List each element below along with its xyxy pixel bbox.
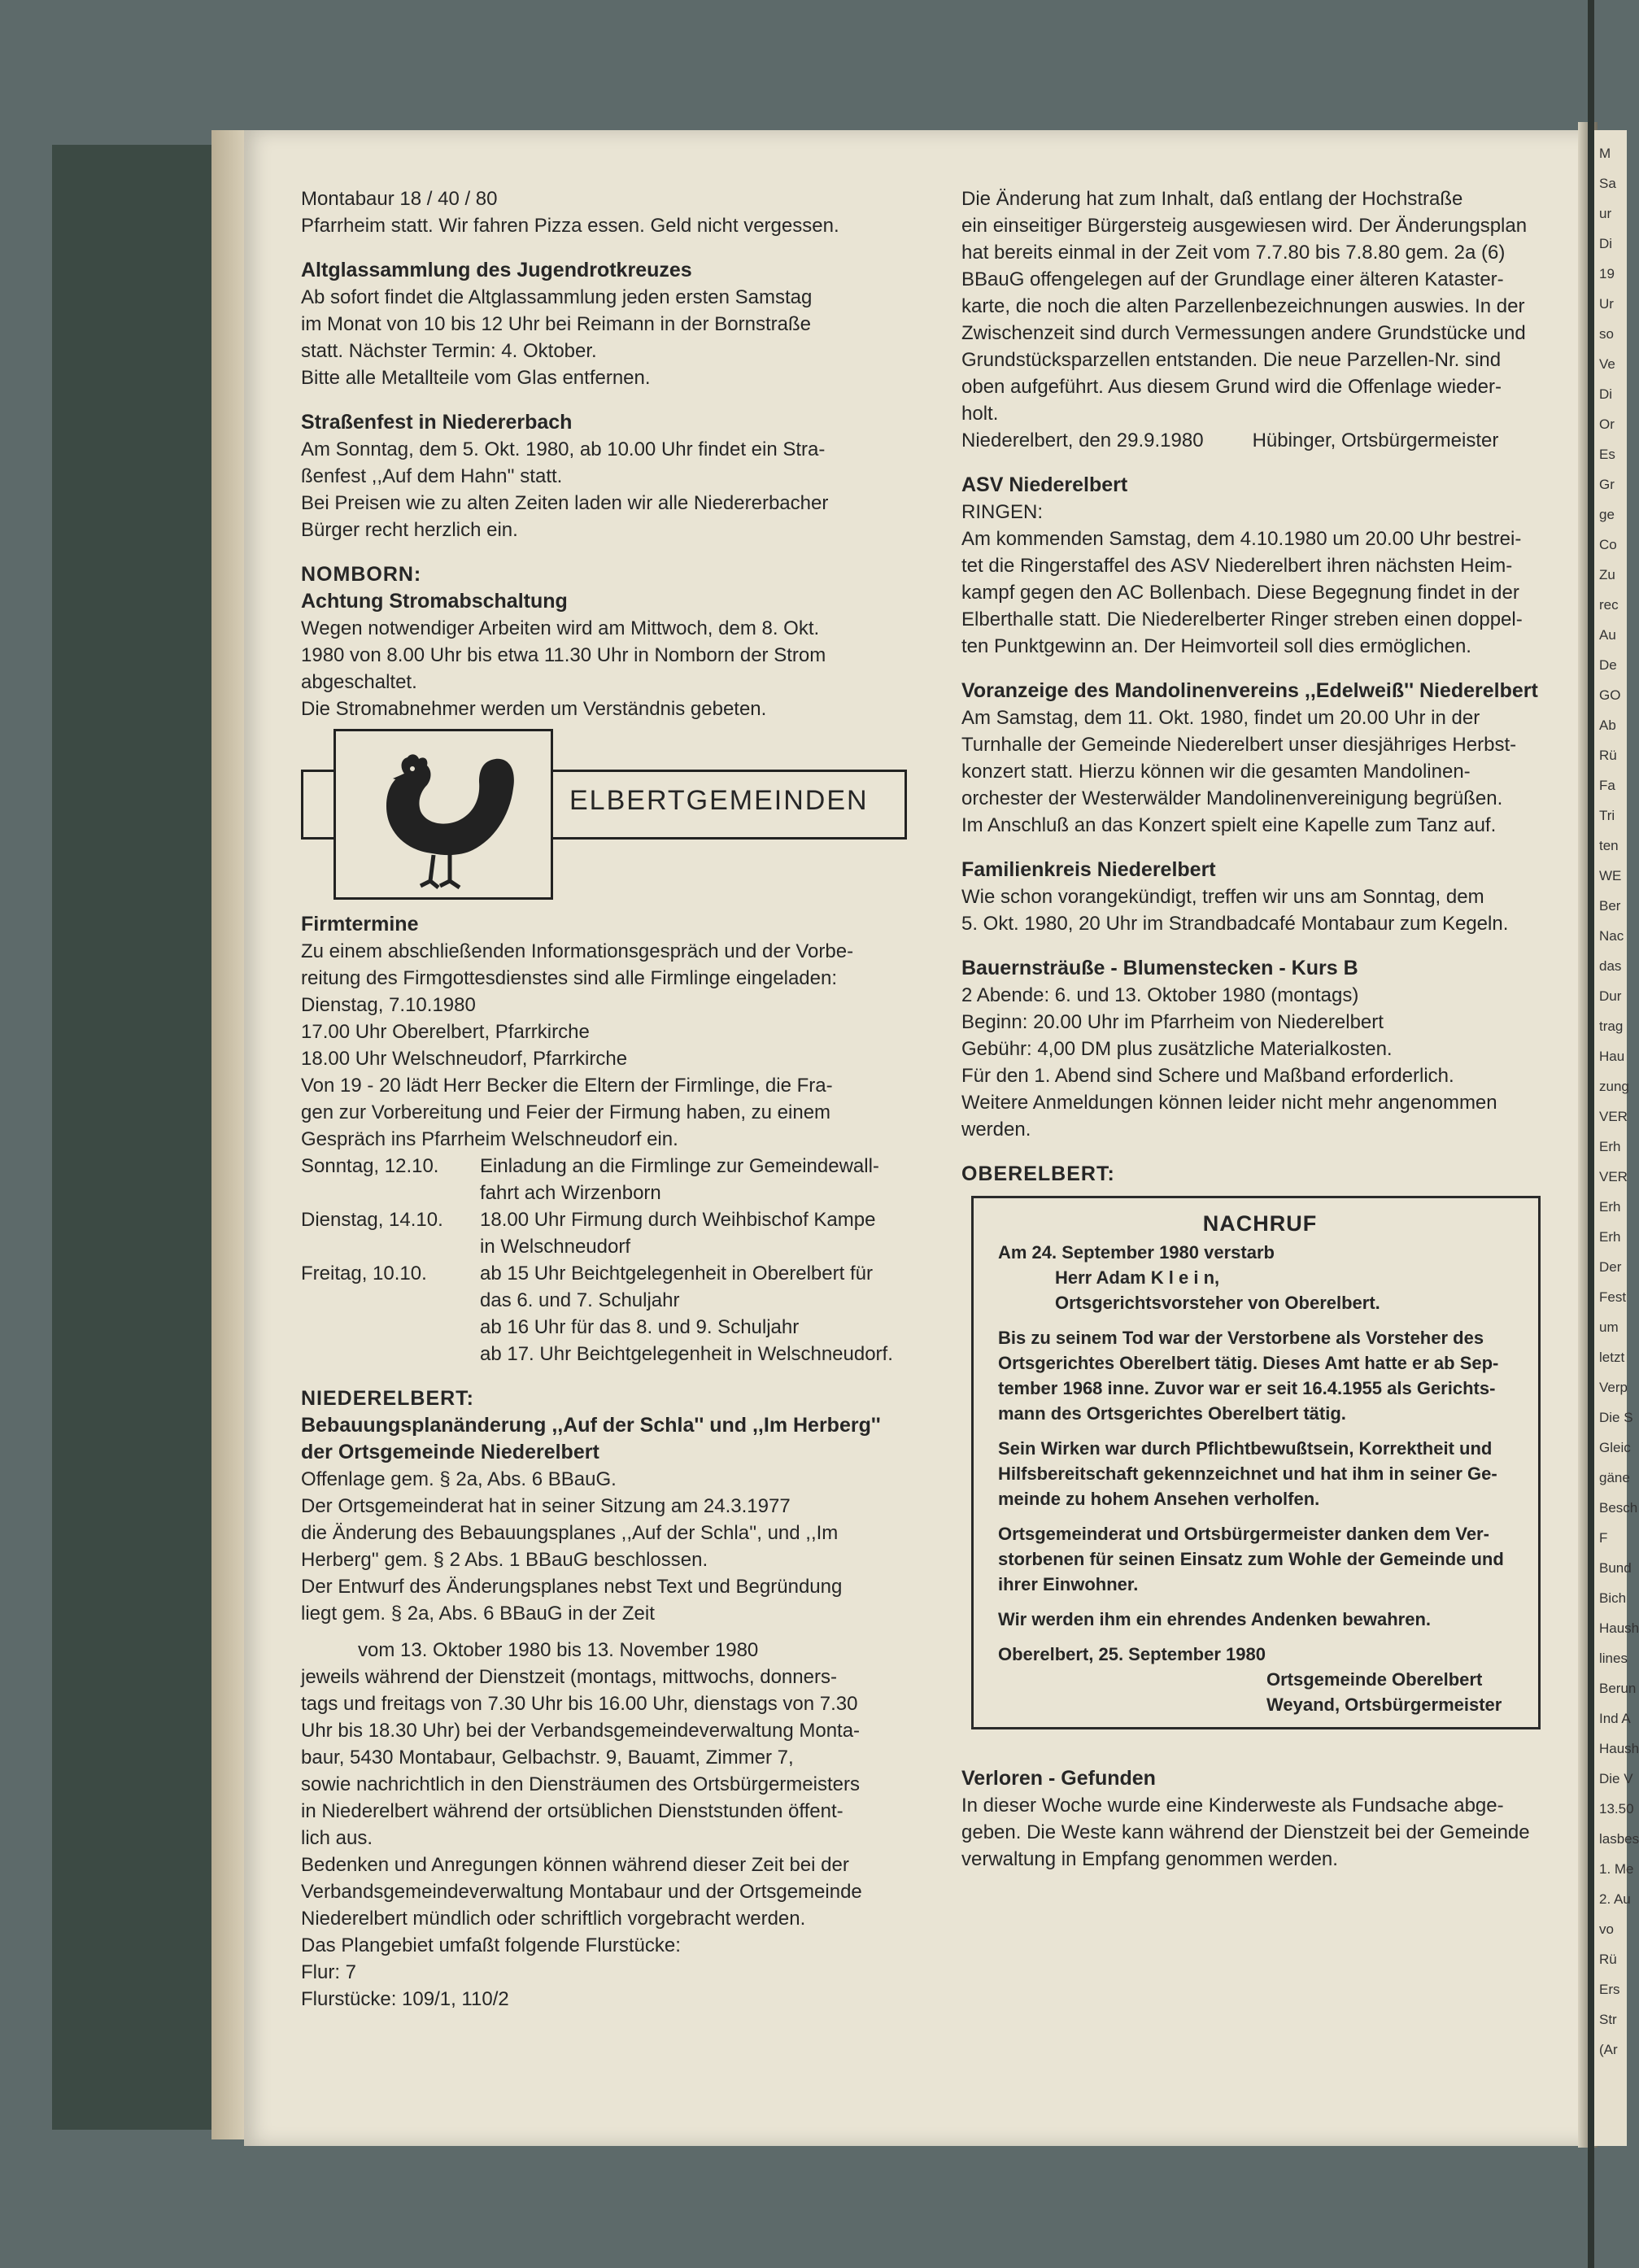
text-line: ßenfest ,,Auf dem Hahn'' statt. xyxy=(301,465,563,487)
text-line: Dienstag, 7.10.1980 xyxy=(301,994,476,1016)
adjacent-page-text: lasbes xyxy=(1599,1831,1639,1847)
section-body-strassenfest xyxy=(301,436,944,543)
text-line: in Niederelbert während der ortsüblichen Dienststunden öffent- xyxy=(301,1800,843,1822)
schedule-day xyxy=(301,1341,480,1367)
schedule-row xyxy=(301,1206,893,1233)
text-line: reitung des Firmgottesdienstes sind alle Firmlinge eingeladen: xyxy=(301,967,838,989)
elbertgemeinden-banner xyxy=(301,729,944,900)
adjacent-page-text: Haush xyxy=(1599,1620,1639,1636)
adjacent-page-text: rec xyxy=(1599,597,1619,613)
continuation-bebauung xyxy=(961,185,1580,427)
text-line: 5. Okt. 1980, 20 Uhr im Strandbadcafé Montabaur zum Kegeln. xyxy=(961,913,1509,935)
adjacent-page-text: F xyxy=(1599,1530,1608,1546)
obituary-paragraph-3 xyxy=(998,1521,1522,1597)
section-title-familienkreis: Familienkreis Niederelbert xyxy=(961,858,1216,881)
adjacent-page-text: Ind A xyxy=(1599,1711,1631,1726)
schedule-day xyxy=(301,1180,480,1206)
text-line: tags und freitags von 7.30 Uhr bis 16.00 Uhr, dienstags von 7.30 xyxy=(301,1693,858,1715)
adjacent-page-text: zung xyxy=(1599,1079,1629,1094)
text-line: Bitte alle Metallteile vom Glas entfernen. xyxy=(301,367,651,389)
section-body-bebauung-b xyxy=(301,1664,944,2013)
adjacent-page-text: Zu xyxy=(1599,567,1615,582)
text-line: Ab sofort findet die Altglassammlung jeden ersten Samstag xyxy=(301,286,813,308)
schedule-day: Dienstag, 14.10. xyxy=(301,1209,443,1231)
schedule-row xyxy=(301,1233,893,1260)
schedule-text: ab 17. Uhr Beichtgelegenheit in Welschneudorf. xyxy=(480,1343,893,1365)
obituary-signature-1: Ortsgemeinde Oberelbert xyxy=(1266,1669,1483,1690)
section-title-asv: ASV Niederelbert xyxy=(961,473,1128,496)
adjacent-page-text: Rü xyxy=(1599,1952,1617,1967)
text-line: Beginn: 20.00 Uhr im Pfarrheim von Niederelbert xyxy=(961,1011,1384,1033)
adjacent-page-text: De xyxy=(1599,657,1617,673)
text-line: Ortsgemeinderat und Ortsbürgermeister danken dem Ver- xyxy=(998,1524,1489,1544)
obituary-name: Herr Adam K l e i n, xyxy=(1055,1267,1220,1288)
text-line: Uhr bis 18.30 Uhr) bei der Verbandsgemeindeverwaltung Monta- xyxy=(301,1720,861,1742)
text-line: Am Samstag, dem 11. Okt. 1980, findet um 20.00 Uhr in der xyxy=(961,707,1480,729)
adjacent-page-text: Rü xyxy=(1599,748,1617,763)
text-line: sowie nachrichtlich in den Diensträumen des Ortsbürgermeisters xyxy=(301,1773,860,1795)
section-body-altglas xyxy=(301,284,944,391)
obituary-line-1: Am 24. September 1980 verstarb xyxy=(998,1242,1275,1263)
adjacent-page-text: Fa xyxy=(1599,778,1615,793)
place-heading-niederelbert: NIEDERELBERT: xyxy=(301,1387,475,1410)
text-line: Die Änderung hat zum Inhalt, daß entlang der Hochstraße xyxy=(961,188,1463,210)
text-line: Bis zu seinem Tod war der Verstorbene als Vorsteher des xyxy=(998,1328,1484,1348)
text-line: Bedenken und Anregungen können während dieser Zeit bei der xyxy=(301,1854,849,1876)
adjacent-page-text: Der xyxy=(1599,1259,1622,1275)
adjacent-page-text: VER xyxy=(1599,1109,1628,1124)
text-line: Die Stromabnehmer werden um Verständnis gebeten. xyxy=(301,698,767,720)
section-title-bebauung-1: Bebauungsplanänderung ,,Auf der Schla'' und ,,Im Herberg'' xyxy=(301,1414,881,1437)
text-line: 17.00 Uhr Oberelbert, Pfarrkirche xyxy=(301,1021,590,1043)
adjacent-page-text: Gleic xyxy=(1599,1440,1631,1455)
text-line: Gebühr: 4,00 DM plus zusätzliche Materialkosten. xyxy=(961,1038,1393,1060)
adjacent-page-text: ur xyxy=(1599,206,1612,221)
section-title-bebauung-2: der Ortsgemeinde Niederelbert xyxy=(301,1441,599,1463)
text-line: Wegen notwendiger Arbeiten wird am Mittwoch, dem 8. Okt. xyxy=(301,617,820,639)
text-line: Offenlage gem. § 2a, Abs. 6 BBauG. xyxy=(301,1468,617,1490)
text-line: Flur: 7 xyxy=(301,1961,357,1983)
adjacent-page-text: Die S xyxy=(1599,1410,1633,1425)
adjacent-page-text: Nac xyxy=(1599,928,1624,944)
schedule-text: Einladung an die Firmlinge zur Gemeindewall- xyxy=(480,1155,879,1177)
adjacent-page-text: Di xyxy=(1599,386,1613,402)
schedule-text: ab 15 Uhr Beichtgelegenheit in Oberelbert für xyxy=(480,1263,873,1284)
text-line: Turnhalle der Gemeinde Niederelbert unser diesjähriges Herbst- xyxy=(961,734,1517,756)
text-line: Wie schon vorangekündigt, treffen wir uns am Sonntag, dem xyxy=(961,886,1484,908)
section-title-mandolinen: Voranzeige des Mandolinenvereins ,,Edelweiß'' Niederelbert xyxy=(961,679,1538,702)
adjacent-page-text: Ve xyxy=(1599,356,1615,372)
section-title-strassenfest: Straßenfest in Niedererbach xyxy=(301,411,573,434)
text-line: BBauG offengelegen auf der Grundlage einer älteren Kataster- xyxy=(961,268,1504,290)
text-line: Bei Preisen wie zu alten Zeiten laden wir alle Niedererbacher xyxy=(301,492,829,514)
schedule-text: 18.00 Uhr Firmung durch Weihbischof Kampe xyxy=(480,1209,876,1231)
schedule-row xyxy=(301,1341,893,1367)
schedule-day xyxy=(301,1233,480,1260)
section-body-mandolinen xyxy=(961,704,1580,839)
asv-subheading: RINGEN: xyxy=(961,501,1044,523)
adjacent-page-text: 1. Me xyxy=(1599,1861,1634,1877)
text-line: geben. Die Weste kann während der Dienstzeit bei der Gemeinde xyxy=(961,1821,1530,1843)
section-body-strom xyxy=(301,615,944,722)
adjacent-page-text: ten xyxy=(1599,838,1619,853)
adjacent-page-text: 2. Au xyxy=(1599,1891,1631,1907)
adjacent-page-text: Str xyxy=(1599,2012,1617,2027)
signature-place: Niederelbert, den 29.9.1980 xyxy=(961,430,1204,451)
section-body-familienkreis xyxy=(961,883,1580,937)
text-line: Bürger recht herzlich ein. xyxy=(301,519,518,541)
schedule-day: Freitag, 10.10. xyxy=(301,1263,427,1284)
banner-label: ELBERTGEMEINDEN xyxy=(569,785,869,816)
text-line: Grundstücksparzellen entstanden. Die neue Parzellen-Nr. sind xyxy=(961,349,1502,371)
signature-name: Hübinger, Ortsbürgermeister xyxy=(1252,430,1499,451)
adjacent-page-text: Erh xyxy=(1599,1139,1621,1154)
text-line: Das Plangebiet umfaßt folgende Flurstücke: xyxy=(301,1934,681,1956)
adjacent-page-text: Ber xyxy=(1599,898,1621,914)
text-line: verwaltung in Empfang genommen werden. xyxy=(961,1848,1338,1870)
place-heading-nomborn: NOMBORN: xyxy=(301,563,422,586)
schedule-row xyxy=(301,1260,893,1287)
section-body-bebauung-a xyxy=(301,1466,944,1627)
adjacent-page-text: Sa xyxy=(1599,176,1616,191)
obituary-role: Ortsgerichtsvorsteher von Oberelbert. xyxy=(1055,1293,1380,1313)
section-title-verloren: Verloren - Gefunden xyxy=(961,1767,1156,1790)
text-line: 1980 von 8.00 Uhr bis etwa 11.30 Uhr in Nomborn der Strom xyxy=(301,644,826,666)
section-body-firmtermine xyxy=(301,938,944,1153)
section-title-strom: Achtung Stromabschaltung xyxy=(301,590,568,613)
text-line: tet die Ringerstaffel des ASV Niederelbert ihren nächsten Heim- xyxy=(961,555,1513,577)
adjacent-page-text: Au xyxy=(1599,627,1616,643)
left-column xyxy=(301,185,944,2013)
text-line: storbenen für seinen Einsatz zum Wohle der Gemeinde und xyxy=(998,1549,1504,1569)
adjacent-page-text: Tri xyxy=(1599,808,1615,823)
schedule-text: das 6. und 7. Schuljahr xyxy=(480,1289,680,1311)
text-line: Gespräch ins Pfarrheim Welschneudorf ein. xyxy=(301,1128,678,1150)
adjacent-page-text: Verp xyxy=(1599,1380,1628,1395)
text-line: konzert statt. Hierzu können wir die gesamten Mandolinen- xyxy=(961,761,1471,783)
obituary-title: NACHRUF xyxy=(1202,1211,1318,1236)
adjacent-page-text: letzt xyxy=(1599,1350,1625,1365)
rooster-icon xyxy=(336,731,551,897)
text-line: statt. Nächster Termin: 4. Oktober. xyxy=(301,340,597,362)
text-line: Verbandsgemeindeverwaltung Montabaur und der Ortsgemeinde xyxy=(301,1881,862,1903)
adjacent-page-text: Bich xyxy=(1599,1590,1627,1606)
text-line: Von 19 - 20 lädt Herr Becker die Eltern der Firmlinge, die Fra- xyxy=(301,1075,833,1097)
signature-line xyxy=(961,427,1580,454)
text-line: Elberthalle statt. Die Niederelberter Ringer streben einen doppel- xyxy=(961,608,1523,630)
text-line: Sein Wirken war durch Pflichtbewußtsein, Korrektheit und xyxy=(998,1438,1493,1459)
text-line: Hilfsbereitschaft gekennzeichnet und hat ihm in seiner Ge- xyxy=(998,1463,1497,1484)
adjacent-page-text: ge xyxy=(1599,507,1615,522)
section-title-altglas: Altglassammlung des Jugendrotkreuzes xyxy=(301,259,692,281)
adjacent-page-text: (Ar xyxy=(1599,2042,1618,2057)
adjacent-page-text: Erh xyxy=(1599,1229,1621,1245)
text-line: 18.00 Uhr Welschneudorf, Pfarrkirche xyxy=(301,1048,628,1070)
schedule-text: fahrt ach Wirzenborn xyxy=(480,1182,661,1204)
text-line: ihrer Einwohner. xyxy=(998,1574,1139,1594)
text-line: Weitere Anmeldungen können leider nicht mehr angenommen xyxy=(961,1092,1497,1114)
adjacent-page-text: WE xyxy=(1599,868,1622,883)
text-line: werden. xyxy=(961,1119,1031,1141)
adjacent-page-text: um xyxy=(1599,1319,1619,1335)
adjacent-page-text: so xyxy=(1599,326,1614,342)
text-line: liegt gem. § 2a, Abs. 6 BBauG in der Zeit xyxy=(301,1603,655,1625)
schedule-row xyxy=(301,1153,893,1180)
schedule-text: in Welschneudorf xyxy=(480,1236,630,1258)
text-line: hat bereits einmal in der Zeit vom 7.7.80 bis 7.8.80 gem. 2a (6) xyxy=(961,242,1506,264)
offenlage-dates: vom 13. Oktober 1980 bis 13. November 1980 xyxy=(358,1639,759,1661)
schedule-row xyxy=(301,1180,893,1206)
schedule-day xyxy=(301,1314,480,1341)
section-title-firmtermine: Firmtermine xyxy=(301,913,419,936)
adjacent-page-text: Die V xyxy=(1599,1771,1633,1786)
text-line: Niederelbert mündlich oder schriftlich vorgebracht werden. xyxy=(301,1908,806,1930)
obituary-paragraph-2 xyxy=(998,1436,1522,1511)
page-header: Montabaur 18 / 40 / 80 xyxy=(301,188,498,210)
text-line: Ortsgerichtes Oberelbert tätig. Dieses Amt hatte er ab Sep- xyxy=(998,1353,1499,1373)
section-body-verloren xyxy=(961,1792,1580,1873)
adjacent-page-text: 19 xyxy=(1599,266,1615,281)
obituary-paragraph-1 xyxy=(998,1325,1522,1426)
adjacent-page-text: Erh xyxy=(1599,1199,1621,1215)
adjacent-page-text: Di xyxy=(1599,236,1613,251)
text-line: Zwischenzeit sind durch Vermessungen andere Grundstücke und xyxy=(961,322,1526,344)
text-line: abgeschaltet. xyxy=(301,671,417,693)
schedule-text: ab 16 Uhr für das 8. und 9. Schuljahr xyxy=(480,1316,800,1338)
text-line: In dieser Woche wurde eine Kinderweste als Fundsache abge- xyxy=(961,1795,1504,1817)
text-line: kampf gegen den AC Bollenbach. Diese Begegnung findet in der xyxy=(961,582,1519,604)
section-body-kurs xyxy=(961,982,1580,1143)
text-line: mann des Ortsgerichtes Oberelbert tätig. xyxy=(998,1403,1346,1424)
adjacent-page-text: GO xyxy=(1599,687,1621,703)
schedule-row xyxy=(301,1314,893,1341)
adjacent-page-text: das xyxy=(1599,958,1622,974)
adjacent-page-text: M xyxy=(1599,146,1611,161)
schedule-row xyxy=(301,1287,893,1314)
text-line: im Monat von 10 bis 12 Uhr bei Reimann in der Bornstraße xyxy=(301,313,811,335)
place-heading-oberelbert: OBERELBERT: xyxy=(961,1162,1115,1185)
text-line: Herberg'' gem. § 2 Abs. 1 BBauG beschlossen. xyxy=(301,1549,708,1571)
text-line: Der Entwurf des Änderungsplanes nebst Text und Begründung xyxy=(301,1576,843,1598)
adjacent-page-text: Dur xyxy=(1599,988,1622,1004)
text-line: die Änderung des Bebauungsplanes ,,Auf der Schla'', und ,,Im xyxy=(301,1522,839,1544)
adjacent-page-text: Haush xyxy=(1599,1741,1639,1756)
adjacent-page-text: Es xyxy=(1599,447,1615,462)
section-title-kurs: Bauernsträuße - Blumenstecken - Kurs B xyxy=(961,957,1358,979)
text-line: Im Anschluß an das Konzert spielt eine Kapelle zum Tanz auf. xyxy=(961,814,1497,836)
binding-edge xyxy=(1588,0,1594,2268)
adjacent-page-text: Ur xyxy=(1599,296,1614,312)
text-line: oben aufgeführt. Aus diesem Grund wird die Offenlage wieder- xyxy=(961,376,1502,398)
adjacent-page-text: 13.50 xyxy=(1599,1801,1634,1817)
adjacent-page-text: Fest xyxy=(1599,1289,1627,1305)
adjacent-page-text: Besch xyxy=(1599,1500,1638,1516)
text-line: ein einseitiger Bürgersteig ausgewiesen wird. Der Änderungsplan xyxy=(961,215,1528,237)
adjacent-page-text: Berun xyxy=(1599,1681,1637,1696)
adjacent-page-fragment xyxy=(1594,130,1639,2146)
text-line: Am kommenden Samstag, dem 4.10.1980 um 20.00 Uhr bestrei- xyxy=(961,528,1522,550)
text-line: Flurstücke: 109/1, 110/2 xyxy=(301,1988,509,2010)
text-line: Für den 1. Abend sind Schere und Maßband erforderlich. xyxy=(961,1065,1454,1087)
text-line: jeweils während der Dienstzeit (montags, mittwochs, donners- xyxy=(301,1666,837,1688)
adjacent-page-text: Ab xyxy=(1599,717,1616,733)
text-line: lich aus. xyxy=(301,1827,373,1849)
adjacent-page-text: VER xyxy=(1599,1169,1628,1184)
rooster-logo xyxy=(333,729,553,900)
text-line: holt. xyxy=(961,403,999,425)
text-line: tember 1968 inne. Zuvor war er seit 16.4.1955 als Gerichts- xyxy=(998,1378,1496,1398)
text-line: meinde zu hohem Ansehen verholfen. xyxy=(998,1489,1320,1509)
adjacent-page-text: Or xyxy=(1599,417,1615,432)
section-body-asv xyxy=(961,526,1580,660)
text-line: 2 Abende: 6. und 13. Oktober 1980 (montags) xyxy=(961,984,1359,1006)
obituary-date: Oberelbert, 25. September 1980 xyxy=(998,1644,1266,1664)
adjacent-page-text: trag xyxy=(1599,1018,1624,1034)
adjacent-page-text: lines xyxy=(1599,1651,1628,1666)
adjacent-page-text: Bund xyxy=(1599,1560,1632,1576)
adjacent-page-text: Hau xyxy=(1599,1049,1625,1064)
text-line: Der Ortsgemeinderat hat in seiner Sitzung am 24.3.1977 xyxy=(301,1495,791,1517)
firm-schedule xyxy=(301,1153,893,1367)
schedule-day xyxy=(301,1287,480,1314)
adjacent-page-text: Ers xyxy=(1599,1982,1620,1997)
text-line: karte, die noch die alten Parzellenbezeichnungen auswies. In der xyxy=(961,295,1525,317)
text-line: gen zur Vorbereitung und Feier der Firmung haben, zu einem xyxy=(301,1101,831,1123)
text-line: Zu einem abschließenden Informationsgespräch und der Vorbe- xyxy=(301,940,854,962)
text-line: ten Punktgewinn an. Der Heimvorteil soll dies ermöglichen. xyxy=(961,635,1471,657)
obituary-box xyxy=(971,1196,1541,1729)
obituary-signature-2: Weyand, Ortsbürgermeister xyxy=(1266,1694,1502,1715)
schedule-day: Sonntag, 12.10. xyxy=(301,1155,439,1177)
text-line: baur, 5430 Montabaur, Gelbachstr. 9, Bauamt, Zimmer 7, xyxy=(301,1747,794,1769)
text-line: Am Sonntag, dem 5. Okt. 1980, ab 10.00 Uhr findet ein Stra- xyxy=(301,438,826,460)
intro-line: Pfarrheim statt. Wir fahren Pizza essen. Geld nicht vergessen. xyxy=(301,215,839,237)
adjacent-page-text: Co xyxy=(1599,537,1617,552)
text-line: orchester der Westerwälder Mandolinenvereinigung begrüßen. xyxy=(961,787,1503,809)
obituary-closing: Wir werden ihm ein ehrendes Andenken bewahren. xyxy=(998,1609,1431,1629)
adjacent-page-text: vo xyxy=(1599,1921,1614,1937)
adjacent-page-text: gäne xyxy=(1599,1470,1630,1485)
adjacent-page-text: Gr xyxy=(1599,477,1615,492)
right-column xyxy=(961,185,1580,1873)
